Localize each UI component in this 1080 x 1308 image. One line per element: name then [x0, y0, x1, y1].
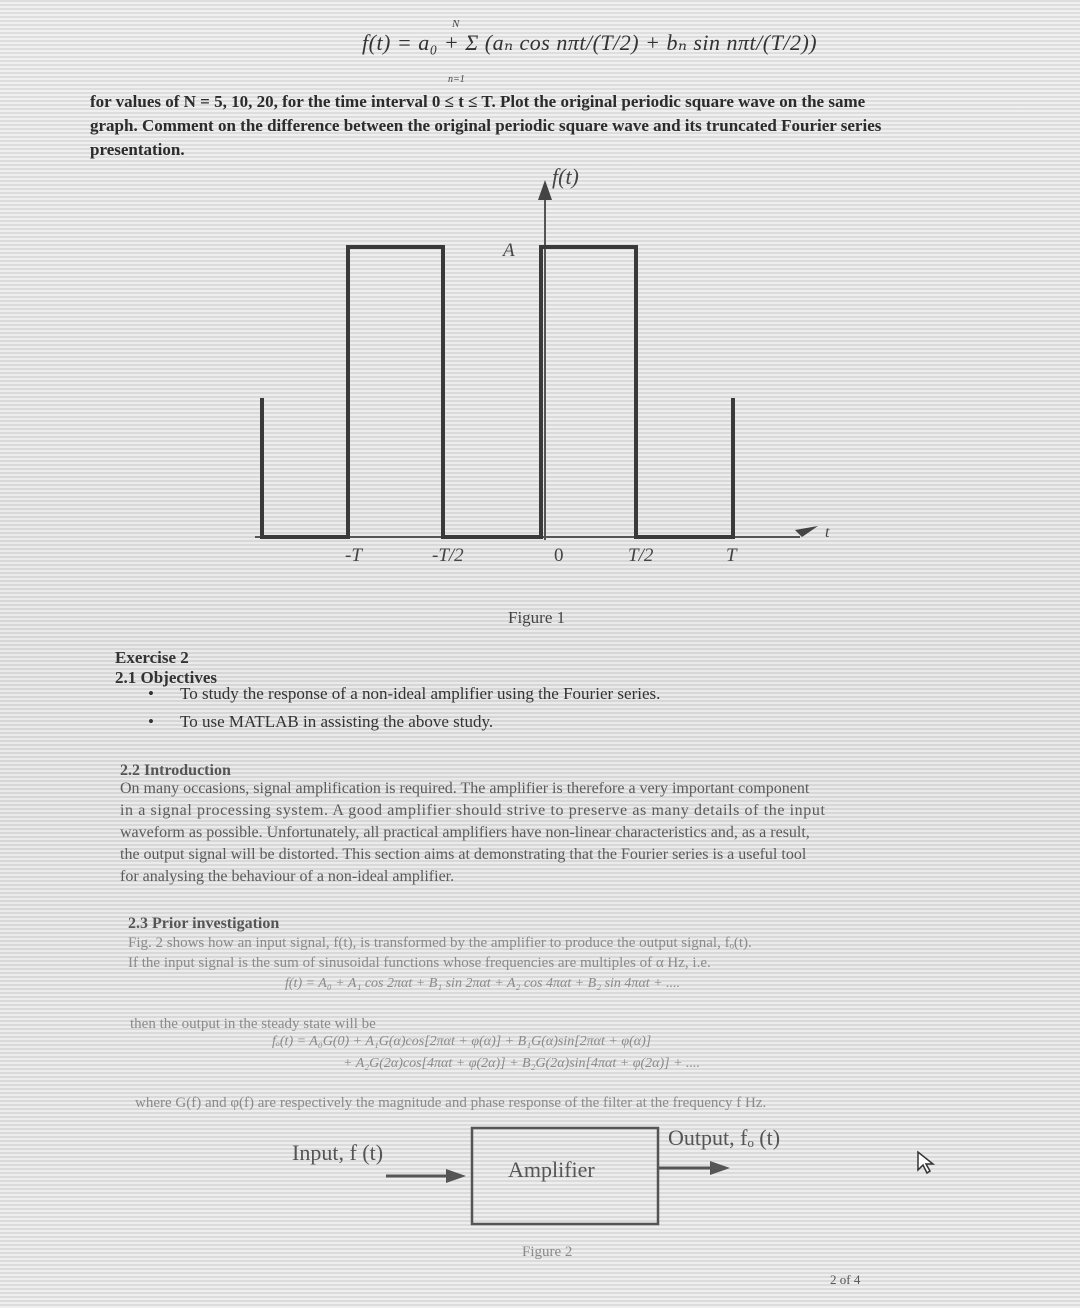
objectives-title: 2.1 Objectives: [115, 668, 217, 687]
tick-zero: 0: [554, 545, 564, 566]
figure2-caption: Figure 2: [522, 1244, 573, 1260]
prior-line-3: then the output in the steady state will be: [130, 1016, 376, 1032]
intro-line-2: graph. Comment on the difference between the original periodic square wave and its truncated Fourier series: [90, 116, 882, 135]
introduction-title: 2.2 Introduction: [120, 762, 231, 779]
intro-line-3: presentation.: [90, 140, 185, 159]
square-wave-trace: [262, 247, 733, 537]
bullet-dot-2: •: [148, 712, 154, 731]
prior-line-2: If the input signal is the sum of sinusoidal functions whose frequencies are multiples of α Hz, i.e.: [128, 955, 711, 971]
objective-item-2: To use MATLAB in assisting the above study.: [180, 712, 494, 731]
fourier-series-formula: f(t) = a₀ + Σ (aₙ cos nπt/(T/2) + bₙ sin nπt/(T/2)): [362, 30, 818, 55]
output-label: Output, fₒ (t): [668, 1125, 781, 1150]
mouse-cursor-icon: [916, 1150, 938, 1176]
tick-T: T: [726, 545, 737, 566]
figure1-caption: Figure 1: [508, 608, 566, 627]
prior-line-1: Fig. 2 shows how an input signal, f(t), is transformed by the amplifier to produce the output signal, fₒ(t).: [128, 935, 752, 951]
tick-neg-T: -T: [345, 545, 362, 566]
amplifier-label: Amplifier: [508, 1157, 595, 1182]
sum-lower-limit: n=1: [448, 74, 465, 85]
t-axis-label: t: [825, 524, 830, 541]
intro-line-1: for values of N = 5, 10, 20, for the time interval 0 ≤ t ≤ T. Plot the original periodic square wave on the same: [90, 92, 866, 111]
input-label: Input, f (t): [292, 1140, 384, 1165]
tick-half-T: T/2: [628, 545, 654, 566]
output-arrow-icon: [710, 1161, 730, 1175]
input-equation: f(t) = A₀ + A₁ cos 2παt + B₁ sin 2παt + A₂ cos 4παt + B₂ sin 4παt + ....: [285, 976, 681, 991]
amplitude-label: A: [503, 240, 515, 261]
introduction-line-4: the output signal will be distorted. This section aims at demonstrating that the Fourier series is a useful tool: [120, 846, 807, 863]
t-axis-arrow-icon: [795, 526, 818, 537]
exercise-title: Exercise 2: [115, 648, 189, 667]
introduction-line-2: in a signal processing system. A good amplifier should strive to preserve as many details of the input: [120, 802, 826, 819]
output-equation-2: + A₂G(2α)cos[4παt + φ(2α)] + B₂G(2α)sin[4παt + φ(2α)] + ....: [343, 1056, 701, 1071]
output-equation-1: fₒ(t) = A₀G(0) + A₁G(α)cos[2παt + φ(α)] + B₁G(α)sin[2παt + φ(α)]: [272, 1034, 652, 1049]
y-axis-arrow-icon: [538, 180, 552, 200]
sum-upper-limit: N: [452, 18, 460, 30]
y-axis-label: f(t): [552, 164, 579, 189]
bullet-dot-1: •: [148, 684, 154, 703]
introduction-line-5: for analysing the behaviour of a non-ideal amplifier.: [120, 868, 455, 885]
input-arrow-icon: [446, 1169, 466, 1183]
tick-neg-half-T: -T/2: [432, 545, 464, 566]
prior-title: 2.3 Prior investigation: [128, 915, 280, 932]
prior-line-4: where G(f) and φ(f) are respectively the magnitude and phase response of the filter at the frequency f Hz.: [135, 1095, 767, 1111]
figure1-square-wave: [0, 0, 1080, 640]
introduction-line-3: waveform as possible. Unfortunately, all practical amplifiers have non-linear characteristics and, as a result,: [120, 824, 810, 841]
page-number: 2 of 4: [830, 1272, 861, 1287]
introduction-line-1: On many occasions, signal amplification is required. The amplifier is therefore a very important component: [120, 780, 810, 797]
objective-item-1: To study the response of a non-ideal amplifier using the Fourier series.: [180, 684, 661, 703]
